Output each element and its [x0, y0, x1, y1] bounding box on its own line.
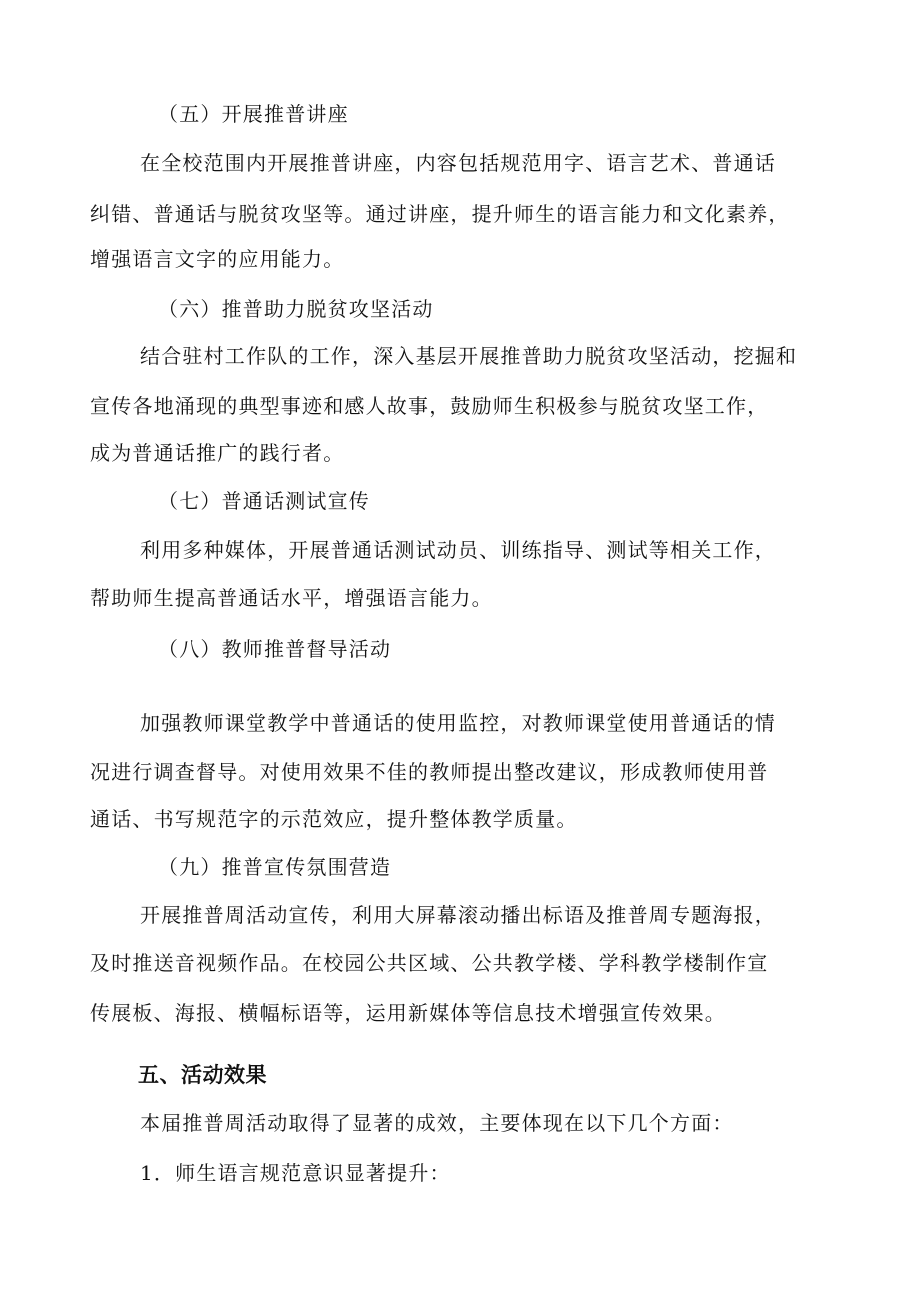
chapter-item-1: 1．师生语言规范意识显著提升：	[140, 1161, 451, 1185]
section-5-line-1: 在全校范围内开展推普讲座，内容包括规范用字、语言艺术、普通话	[140, 151, 776, 175]
section-9-heading: （九）推普宣传氛围营造	[158, 855, 392, 879]
section-7-line-2: 帮助师生提高普通话水平，增强语言能力。	[90, 586, 493, 610]
section-8-line-3: 通话、书写规范字的示范效应，提升整体教学质量。	[90, 807, 578, 831]
section-5-heading: （五）开展推普讲座	[158, 102, 349, 126]
chapter-intro: 本届推普周活动取得了显著的成效，主要体现在以下几个方面：	[140, 1111, 734, 1135]
section-5-line-2: 纠错、普通话与脱贫攻坚等。通过讲座，提升师生的语言能力和文化素养，	[90, 202, 790, 226]
section-8-line-1: 加强教师课堂教学中普通话的使用监控，对教师课堂使用普通话的情	[140, 711, 776, 735]
section-8-heading: （八）教师推普督导活动	[158, 637, 392, 661]
section-7-heading: （七）普通话测试宣传	[158, 489, 370, 513]
section-5-line-3: 增强语言文字的应用能力。	[90, 247, 345, 271]
section-9-line-2: 及时推送音视频作品。在校园公共区域、公共教学楼、学科教学楼制作宣	[90, 951, 769, 975]
section-6-heading: （六）推普助力脱贫攻坚活动	[158, 297, 434, 321]
section-9-line-3: 传展板、海报、横幅标语等，运用新媒体等信息技术增强宣传效果。	[90, 1001, 726, 1025]
section-6-line-3: 成为普通话推广的践行者。	[90, 441, 345, 465]
chapter-heading: 五、活动效果	[138, 1063, 267, 1087]
section-6-line-1: 结合驻村工作队的工作，深入基层开展推普助力脱贫攻坚活动，挖掘和	[140, 344, 798, 368]
section-8-line-2: 况进行调查督导。对使用效果不佳的教师提出整改建议，形成教师使用普	[90, 760, 769, 784]
section-9-line-1: 开展推普周活动宣传，利用大屏幕滚动播出标语及推普周专题海报，	[140, 903, 776, 927]
section-7-line-1: 利用多种媒体，开展普通话测试动员、训练指导、测试等相关工作，	[140, 538, 776, 562]
section-6-line-2: 宣传各地涌现的典型事迹和感人故事，鼓励师生积极参与脱贫攻坚工作，	[90, 394, 769, 418]
